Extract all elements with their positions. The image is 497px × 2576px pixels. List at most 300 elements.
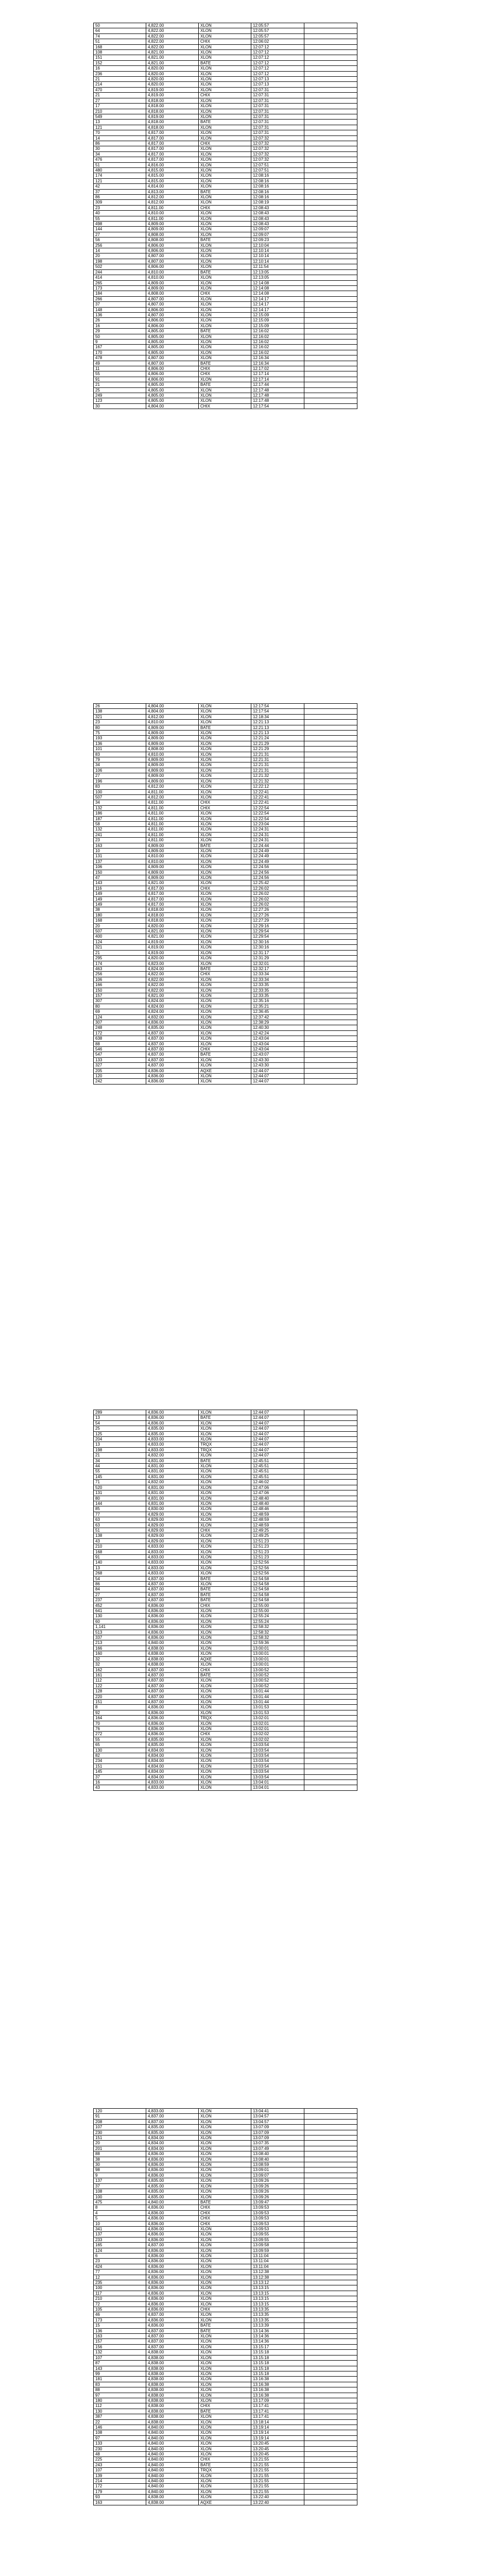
time-cell: 12:44:07 xyxy=(251,1447,304,1452)
price-cell: 4,822.00 xyxy=(146,23,199,28)
table-row xyxy=(94,1549,357,1554)
time-cell: 12:51:23 xyxy=(251,1549,304,1554)
time-cell: 13:09:59 xyxy=(251,2248,304,2253)
venue-cell: XLON xyxy=(199,377,251,382)
venue-cell: XLON xyxy=(199,264,251,269)
table-row xyxy=(94,2409,357,2414)
table-row xyxy=(94,736,357,741)
price-cell: 4,836.00 xyxy=(146,2296,199,2301)
table-row xyxy=(94,1014,357,1020)
time-cell: 12:44:07 xyxy=(251,1431,304,1436)
price-cell: 4,838.00 xyxy=(146,2414,199,2419)
price-cell: 4,838.00 xyxy=(146,1662,199,1667)
table-row xyxy=(94,2371,357,2376)
table-row xyxy=(94,2350,357,2355)
venue-cell: XLON xyxy=(199,1694,251,1699)
time-cell: 12:24:49 xyxy=(251,848,304,853)
table-row xyxy=(94,1453,357,1458)
price-cell: 4,835.00 xyxy=(146,2125,199,2130)
table-row xyxy=(94,1672,357,1677)
empty-cell xyxy=(304,1464,357,1469)
table-row xyxy=(94,805,357,810)
price-cell: 4,819.00 xyxy=(146,950,199,955)
empty-cell xyxy=(304,1079,357,1084)
time-cell: 12:07:12 xyxy=(251,66,304,71)
price-cell: 4,806.00 xyxy=(146,371,199,377)
empty-cell xyxy=(304,2377,357,2382)
table-row xyxy=(94,2141,357,2146)
table-row xyxy=(94,1464,357,1469)
time-cell: 12:09:07 xyxy=(251,227,304,232)
table-row xyxy=(94,907,357,912)
quantity-cell: 268 xyxy=(94,1571,146,1576)
table-row xyxy=(94,1052,357,1057)
empty-cell xyxy=(304,2334,357,2339)
empty-cell xyxy=(304,1474,357,1479)
price-cell: 4,820.00 xyxy=(146,77,199,82)
table-row xyxy=(94,205,357,210)
price-cell: 4,809.00 xyxy=(146,773,199,778)
price-cell: 4,805.00 xyxy=(146,339,199,344)
venue-cell: BATE xyxy=(199,329,251,334)
venue-cell: XLON xyxy=(199,870,251,875)
time-cell: 13:04:41 xyxy=(251,2109,304,2114)
venue-cell: XLON xyxy=(199,757,251,762)
quantity-cell: 6 xyxy=(94,2253,146,2258)
table-row xyxy=(94,1774,357,1780)
table-row xyxy=(94,334,357,339)
table-row xyxy=(94,757,357,762)
time-cell: 13:17:09 xyxy=(251,2398,304,2403)
quantity-cell: 88 xyxy=(94,2151,146,2157)
quantity-cell: 65 xyxy=(94,1742,146,1748)
quantity-cell: 198 xyxy=(94,259,146,264)
price-cell: 4,819.00 xyxy=(146,93,199,98)
empty-cell xyxy=(304,189,357,194)
price-cell: 4,811.00 xyxy=(146,821,199,826)
price-cell: 4,837.00 xyxy=(146,2334,199,2339)
quantity-cell: 196 xyxy=(94,778,146,784)
table-row xyxy=(94,248,357,253)
venue-cell: XLON xyxy=(199,1549,251,1554)
table-row xyxy=(94,291,357,296)
empty-cell xyxy=(304,1549,357,1554)
venue-cell: XLON xyxy=(199,875,251,880)
time-cell: 12:59:36 xyxy=(251,1640,304,1646)
time-cell: 12:17:02 xyxy=(251,366,304,371)
time-cell: 12:27:26 xyxy=(251,912,304,918)
quantity-cell: 91 xyxy=(94,2114,146,2119)
empty-cell xyxy=(304,704,357,709)
venue-cell: BATE xyxy=(199,120,251,125)
quantity-cell: 37 xyxy=(94,302,146,307)
table-row xyxy=(94,355,357,361)
time-cell: 13:20:45 xyxy=(251,2452,304,2457)
table-row xyxy=(94,2119,357,2124)
venue-cell: XLON xyxy=(199,2366,251,2371)
empty-cell xyxy=(304,2452,357,2457)
trades-table-page-3 xyxy=(93,1410,357,1791)
price-cell: 4,835.00 xyxy=(146,1742,199,1748)
time-cell: 13:17:41 xyxy=(251,2409,304,2414)
empty-cell xyxy=(304,1716,357,1721)
quantity-cell: 83 xyxy=(94,752,146,757)
venue-cell: XLON xyxy=(199,714,251,719)
venue-cell: XLON xyxy=(199,1025,251,1030)
price-cell: 4,809.00 xyxy=(146,848,199,853)
time-cell: 12:24:56 xyxy=(251,875,304,880)
price-cell: 4,840.00 xyxy=(146,2430,199,2435)
quantity-cell: 214 xyxy=(94,2479,146,2484)
quantity-cell: 85 xyxy=(94,1506,146,1512)
table-row xyxy=(94,1009,357,1014)
venue-cell: XLON xyxy=(199,162,251,167)
venue-cell: XLON xyxy=(199,1485,251,1490)
price-cell: 4,822.00 xyxy=(146,44,199,49)
venue-cell: XLON xyxy=(199,1410,251,1415)
table-row xyxy=(94,2253,357,2258)
quantity-cell: 99 xyxy=(94,2371,146,2376)
price-cell: 4,836.00 xyxy=(146,2173,199,2178)
empty-cell xyxy=(304,130,357,135)
empty-cell xyxy=(304,2280,357,2285)
venue-cell: BATE xyxy=(199,2328,251,2333)
table-row xyxy=(94,285,357,291)
time-cell: 13:13:15 xyxy=(251,2291,304,2296)
table-row xyxy=(94,988,357,993)
table-row xyxy=(94,1619,357,1624)
table-row xyxy=(94,1420,357,1426)
venue-cell: XLON xyxy=(199,1785,251,1790)
empty-cell xyxy=(304,843,357,848)
time-cell: 12:16:02 xyxy=(251,345,304,350)
price-cell: 4,833.00 xyxy=(146,1447,199,1452)
price-cell: 4,837.00 xyxy=(146,1683,199,1688)
time-cell: 12:45:51 xyxy=(251,1458,304,1463)
time-cell: 12:07:31 xyxy=(251,130,304,135)
time-cell: 12:22:12 xyxy=(251,784,304,789)
price-cell: 4,838.00 xyxy=(146,2393,199,2398)
empty-cell xyxy=(304,98,357,103)
empty-cell xyxy=(304,377,357,382)
quantity-cell: 29 xyxy=(94,329,146,334)
time-cell: 12:33:35 xyxy=(251,993,304,998)
empty-cell xyxy=(304,2259,357,2264)
venue-cell: XLON xyxy=(199,2285,251,2291)
time-cell: 13:17:41 xyxy=(251,2403,304,2409)
quantity-cell: 23 xyxy=(94,2259,146,2264)
price-cell: 4,804.00 xyxy=(146,709,199,714)
time-cell: 12:11:54 xyxy=(251,264,304,269)
quantity-cell: 30 xyxy=(94,403,146,409)
venue-cell: XLON xyxy=(199,1582,251,1587)
price-cell: 4,836.00 xyxy=(146,2216,199,2221)
empty-cell xyxy=(304,859,357,864)
price-cell: 4,818.00 xyxy=(146,125,199,130)
table-row xyxy=(94,302,357,307)
venue-cell: BATE xyxy=(199,1598,251,1603)
table-row xyxy=(94,2183,357,2189)
venue-cell: CHIX xyxy=(199,800,251,805)
empty-cell xyxy=(304,821,357,826)
empty-cell xyxy=(304,2136,357,2141)
quantity-cell: 156 xyxy=(94,2344,146,2349)
price-cell: 4,836.00 xyxy=(146,1726,199,1731)
time-cell: 12:24:31 xyxy=(251,832,304,837)
price-cell: 4,805.00 xyxy=(146,387,199,393)
price-cell: 4,836.00 xyxy=(146,1608,199,1614)
venue-cell: XLON xyxy=(199,778,251,784)
price-cell: 4,809.00 xyxy=(146,280,199,285)
venue-cell: XLON xyxy=(199,1774,251,1780)
time-cell: 12:24:31 xyxy=(251,838,304,843)
quantity-cell: 56 xyxy=(94,238,146,243)
quantity-cell: 20 xyxy=(94,923,146,928)
time-cell: 12:44:07 xyxy=(251,1442,304,1447)
quantity-cell: 180 xyxy=(94,2398,146,2403)
quantity-cell: 14 xyxy=(94,135,146,141)
empty-cell xyxy=(304,2141,357,2146)
empty-cell xyxy=(304,2430,357,2435)
table-row xyxy=(94,945,357,950)
table-row xyxy=(94,2430,357,2435)
empty-cell xyxy=(304,167,357,173)
table-row xyxy=(94,2393,357,2398)
venue-cell: XLON xyxy=(199,2344,251,2349)
empty-cell xyxy=(304,1651,357,1656)
price-cell: 4,836.00 xyxy=(146,2151,199,2157)
table-row xyxy=(94,2446,357,2451)
empty-cell xyxy=(304,1052,357,1057)
table-row xyxy=(94,222,357,227)
table-row xyxy=(94,329,357,334)
empty-cell xyxy=(304,135,357,141)
venue-cell: XLON xyxy=(199,1453,251,1458)
quantity-cell: 265 xyxy=(94,280,146,285)
table-row xyxy=(94,1057,357,1062)
venue-cell: XLON xyxy=(199,2119,251,2124)
price-cell: 4,807.00 xyxy=(146,296,199,301)
empty-cell xyxy=(304,1030,357,1036)
venue-cell: XLON xyxy=(199,950,251,955)
time-cell: 12:17:54 xyxy=(251,709,304,714)
table-row xyxy=(94,2425,357,2430)
price-cell: 4,831.00 xyxy=(146,1474,199,1479)
venue-cell: BATE xyxy=(199,843,251,848)
table-row xyxy=(94,939,357,944)
quantity-cell: 88 xyxy=(94,1041,146,1046)
venue-cell: XLON xyxy=(199,2275,251,2280)
quantity-cell: 125 xyxy=(94,1431,146,1436)
quantity-cell: 43 xyxy=(94,1785,146,1790)
table-row xyxy=(94,778,357,784)
quantity-cell: 55 xyxy=(94,216,146,221)
quantity-cell: 82 xyxy=(94,1753,146,1758)
quantity-cell: 20 xyxy=(94,253,146,259)
empty-cell xyxy=(304,243,357,248)
table-row xyxy=(94,1020,357,1025)
time-cell: 13:09:26 xyxy=(251,2178,304,2183)
empty-cell xyxy=(304,1630,357,1635)
empty-cell xyxy=(304,2162,357,2167)
empty-cell xyxy=(304,312,357,317)
venue-cell: XLON xyxy=(199,2269,251,2275)
venue-cell: XLON xyxy=(199,2414,251,2419)
quantity-cell: 133 xyxy=(94,1057,146,1062)
empty-cell xyxy=(304,827,357,832)
price-cell: 4,809.00 xyxy=(146,757,199,762)
venue-cell: XLON xyxy=(199,2371,251,2376)
venue-cell: XLON xyxy=(199,939,251,944)
table-row xyxy=(94,1480,357,1485)
quantity-cell: 174 xyxy=(94,173,146,178)
table-row xyxy=(94,403,357,409)
time-cell: 12:17:54 xyxy=(251,704,304,709)
empty-cell xyxy=(304,1624,357,1630)
time-cell: 12:22:41 xyxy=(251,794,304,800)
price-cell: 4,837.00 xyxy=(146,1047,199,1052)
table-row xyxy=(94,2479,357,2484)
quantity-cell: 166 xyxy=(94,1646,146,1651)
empty-cell xyxy=(304,1662,357,1667)
table-row xyxy=(94,1512,357,1517)
quantity-cell: 172 xyxy=(94,1030,146,1036)
empty-cell xyxy=(304,125,357,130)
empty-cell xyxy=(304,2441,357,2446)
price-cell: 4,815.00 xyxy=(146,173,199,178)
table-row xyxy=(94,2398,357,2403)
time-cell: 12:05:57 xyxy=(251,28,304,33)
price-cell: 4,840.00 xyxy=(146,1640,199,1646)
empty-cell xyxy=(304,1014,357,1020)
table-row xyxy=(94,253,357,259)
price-cell: 4,837.00 xyxy=(146,1036,199,1041)
price-cell: 4,806.00 xyxy=(146,243,199,248)
time-cell: 13:07:09 xyxy=(251,2136,304,2141)
empty-cell xyxy=(304,162,357,167)
table-row xyxy=(94,216,357,221)
venue-cell: XLON xyxy=(199,2489,251,2494)
quantity-cell: 34 xyxy=(94,762,146,768)
empty-cell xyxy=(304,323,357,328)
venue-cell: XLON xyxy=(199,66,251,71)
table-row xyxy=(94,993,357,998)
quantity-cell: 138 xyxy=(94,709,146,714)
venue-cell: XLON xyxy=(199,1063,251,1068)
table-row xyxy=(94,1656,357,1662)
price-cell: 4,831.00 xyxy=(146,1469,199,1474)
table-row xyxy=(94,243,357,248)
empty-cell xyxy=(304,329,357,334)
table-row xyxy=(94,1753,357,1758)
quantity-cell: 70 xyxy=(94,130,146,135)
price-cell: 4,840.00 xyxy=(146,2484,199,2489)
time-cell: 13:12:38 xyxy=(251,2269,304,2275)
empty-cell xyxy=(304,1764,357,1769)
quantity-cell: 74 xyxy=(94,33,146,39)
venue-cell: CHIX xyxy=(199,2205,251,2210)
price-cell: 4,836.00 xyxy=(146,2157,199,2162)
quantity-cell: 162 xyxy=(94,1667,146,1672)
empty-cell xyxy=(304,1480,357,1485)
table-row xyxy=(94,2307,357,2312)
empty-cell xyxy=(304,923,357,928)
venue-cell: XLON xyxy=(199,1469,251,1474)
quantity-cell: 163 xyxy=(94,2500,146,2505)
venue-cell: XLON xyxy=(199,398,251,403)
empty-cell xyxy=(304,2205,357,2210)
price-cell: 4,836.00 xyxy=(146,2275,199,2280)
table-row xyxy=(94,2435,357,2441)
venue-cell: BATE xyxy=(199,2323,251,2328)
time-cell: 12:08:16 xyxy=(251,195,304,200)
empty-cell xyxy=(304,1068,357,1073)
empty-cell xyxy=(304,972,357,977)
price-cell: 4,837.00 xyxy=(146,1587,199,1592)
price-cell: 4,820.00 xyxy=(146,71,199,76)
price-cell: 4,811.00 xyxy=(146,811,199,816)
time-cell: 13:09:26 xyxy=(251,2194,304,2199)
time-cell: 12:47:06 xyxy=(251,1485,304,1490)
table-row xyxy=(94,1587,357,1592)
table-row xyxy=(94,264,357,269)
empty-cell xyxy=(304,725,357,730)
time-cell: 12:51:23 xyxy=(251,1538,304,1544)
quantity-cell: 54 xyxy=(94,1576,146,1581)
empty-cell xyxy=(304,811,357,816)
venue-cell: XLON xyxy=(199,1640,251,1646)
empty-cell xyxy=(304,1598,357,1603)
quantity-cell: 60 xyxy=(94,1619,146,1624)
empty-cell xyxy=(304,1603,357,1608)
venue-cell: XLON xyxy=(199,865,251,870)
quantity-cell: 150 xyxy=(94,988,146,993)
quantity-cell: 116 xyxy=(94,886,146,891)
time-cell: 13:21:55 xyxy=(251,2484,304,2489)
empty-cell xyxy=(304,1640,357,1646)
table-row xyxy=(94,2189,357,2194)
venue-cell: XLON xyxy=(199,2296,251,2301)
empty-cell xyxy=(304,1036,357,1041)
quantity-cell: 75 xyxy=(94,731,146,736)
empty-cell xyxy=(304,1587,357,1592)
price-cell: 4,809.00 xyxy=(146,222,199,227)
table-row xyxy=(94,1716,357,1721)
table-row xyxy=(94,393,357,398)
price-cell: 4,836.00 xyxy=(146,1614,199,1619)
time-cell: 12:27:26 xyxy=(251,907,304,912)
time-cell: 13:19:14 xyxy=(251,2425,304,2430)
price-cell: 4,817.00 xyxy=(146,135,199,141)
quantity-cell: 20 xyxy=(94,2141,146,2146)
quantity-cell: 289 xyxy=(94,1410,146,1415)
table-row xyxy=(94,211,357,216)
empty-cell xyxy=(304,382,357,387)
time-cell: 12:10:04 xyxy=(251,243,304,248)
price-cell: 4,805.00 xyxy=(146,398,199,403)
venue-cell: XLON xyxy=(199,1662,251,1667)
quantity-cell: 151 xyxy=(94,55,146,60)
empty-cell xyxy=(304,2114,357,2119)
table-row xyxy=(94,1758,357,1764)
time-cell: 12:17:54 xyxy=(251,403,304,409)
table-row xyxy=(94,1047,357,1052)
quantity-cell: 131 xyxy=(94,1490,146,1496)
price-cell: 4,835.00 xyxy=(146,1431,199,1436)
quantity-cell: 476 xyxy=(94,157,146,162)
quantity-cell: 10 xyxy=(94,2221,146,2226)
quantity-cell: 34 xyxy=(94,151,146,157)
